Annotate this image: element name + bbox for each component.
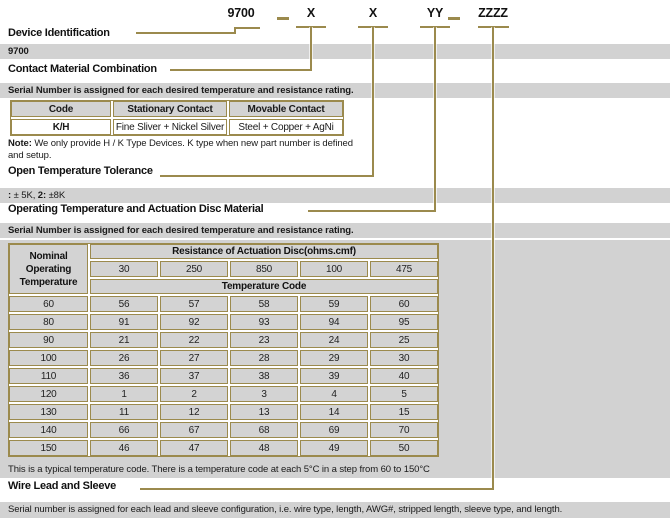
- table-cell: 21: [90, 332, 158, 348]
- column-header: Stationary Contact: [113, 101, 227, 117]
- resistance-header: Resistance of Actuation Disc(ohms.cmf): [90, 244, 438, 259]
- table-cell: 60: [370, 296, 438, 312]
- connector-line-tolerance: [372, 27, 374, 177]
- section-title-device: Device Identification: [8, 27, 110, 39]
- part-code-tolerance: X: [368, 6, 378, 20]
- device-code-bar: 9700: [0, 44, 670, 59]
- table-cell: 1: [90, 386, 158, 402]
- table-cell: 47: [160, 440, 228, 456]
- table-cell: 90: [9, 332, 88, 348]
- table-cell: 11: [90, 404, 158, 420]
- column-header: Code: [11, 101, 111, 117]
- connector-line-temperature: [434, 27, 436, 212]
- table-cell: 94: [300, 314, 368, 330]
- table-cell: 66: [90, 422, 158, 438]
- table-cell: 93: [230, 314, 298, 330]
- connector-line-lead: [492, 27, 494, 490]
- resistance-value: 100: [300, 261, 368, 277]
- table-cell: 68: [230, 422, 298, 438]
- table-cell: 38: [230, 368, 298, 384]
- table-cell: 60: [9, 296, 88, 312]
- table-cell: 15: [370, 404, 438, 420]
- table-cell: 80: [9, 314, 88, 330]
- part-code-temperature: YY: [426, 6, 444, 20]
- table-cell: 58: [230, 296, 298, 312]
- table-cell: 14: [300, 404, 368, 420]
- part-code-lead: ZZZZ: [478, 6, 508, 20]
- contact-serial-bar: Serial Number is assigned for each desired temperature and resistance rating.: [0, 83, 670, 98]
- tolerance-value-1: ± 5K,: [11, 190, 38, 201]
- corner-header: Nominal Operating Temperature: [9, 244, 88, 294]
- section-title-contact: Contact Material Combination: [8, 63, 157, 75]
- section-title-tolerance: Open Temperature Tolerance: [8, 165, 153, 177]
- table-cell-movable: Steel + Copper + AgNi: [229, 119, 343, 135]
- section-title-lead: Wire Lead and Sleeve: [8, 480, 117, 492]
- section-title-operating: Operating Temperature and Actuation Disc Material: [8, 203, 264, 215]
- table-cell: 49: [300, 440, 368, 456]
- table-cell: 3: [230, 386, 298, 402]
- table-cell: 110: [9, 368, 88, 384]
- table-cell: 5: [370, 386, 438, 402]
- table-cell: 70: [370, 422, 438, 438]
- note-label: Note:: [8, 138, 32, 149]
- table-cell: 12: [160, 404, 228, 420]
- table-cell-stationary: Fine Sliver + Nickel Silver: [113, 119, 227, 135]
- table-cell: 92: [160, 314, 228, 330]
- lead-serial-bar: Serial number is assigned for each lead and sleeve configuration, i.e. wire type, length, AWG#, stripped length, sleeve type, and length.: [0, 502, 670, 518]
- table-cell: 25: [370, 332, 438, 348]
- contact-note: [8, 138, 368, 162]
- table-cell: 46: [90, 440, 158, 456]
- table-cell: 56: [90, 296, 158, 312]
- operating-serial-bar: Serial Number is assigned for each desired temperature and resistance rating.: [0, 223, 670, 238]
- temperature-code-header: Temperature Code: [90, 279, 438, 294]
- resistance-value: 475: [370, 261, 438, 277]
- table-cell: 140: [9, 422, 88, 438]
- tolerance-value-2: ±8K: [46, 190, 66, 201]
- table-cell: 40: [370, 368, 438, 384]
- table-cell: 120: [9, 386, 88, 402]
- table-cell: 30: [370, 350, 438, 366]
- table-cell: 36: [90, 368, 158, 384]
- tolerance-code-2: 2:: [37, 190, 47, 201]
- dash-separator-icon: [448, 17, 460, 20]
- connector-line-device: [136, 32, 236, 34]
- table-cell: 48: [230, 440, 298, 456]
- table-cell: 2: [160, 386, 228, 402]
- table-cell: 37: [160, 368, 228, 384]
- table-cell: 24: [300, 332, 368, 348]
- temperature-code-note: This is a typical temperature code. There is a temperature code at each 5°C in a step from 60 to 150°C: [8, 464, 430, 475]
- column-header: Movable Contact: [229, 101, 343, 117]
- resistance-value: 250: [160, 261, 228, 277]
- table-cell: 50: [370, 440, 438, 456]
- tolerance-code-1: :: [8, 190, 12, 201]
- connector-line-contact-h: [170, 69, 312, 71]
- table-cell: 26: [90, 350, 158, 366]
- resistance-value: 30: [90, 261, 158, 277]
- table-cell: 4: [300, 386, 368, 402]
- table-cell: 23: [230, 332, 298, 348]
- part-code-device: 9700: [227, 6, 255, 20]
- table-cell-code: K/H: [11, 119, 111, 135]
- table-cell: 69: [300, 422, 368, 438]
- resistance-value: 850: [230, 261, 298, 277]
- table-cell: 13: [230, 404, 298, 420]
- part-code-contact: X: [306, 6, 316, 20]
- dash-separator-icon: [277, 17, 289, 20]
- table-cell: 57: [160, 296, 228, 312]
- table-cell: 91: [90, 314, 158, 330]
- table-cell: 100: [9, 350, 88, 366]
- connector-line-operating-h: [308, 210, 436, 212]
- table-cell: 95: [370, 314, 438, 330]
- contact-material-table: [10, 100, 344, 136]
- table-cell: 29: [300, 350, 368, 366]
- table-cell: 67: [160, 422, 228, 438]
- table-cell: 130: [9, 404, 88, 420]
- tolerance-codes-bar: [0, 188, 670, 203]
- table-cell: 28: [230, 350, 298, 366]
- temperature-code-table: [8, 243, 439, 457]
- table-cell: 59: [300, 296, 368, 312]
- table-cell: 150: [9, 440, 88, 456]
- device-code-underline: [234, 27, 260, 29]
- table-cell: 27: [160, 350, 228, 366]
- connector-line-lead-h: [140, 488, 494, 490]
- table-cell: 22: [160, 332, 228, 348]
- connector-line-contact: [310, 27, 312, 71]
- table-cell: 39: [300, 368, 368, 384]
- connector-line-tolerance-h: [160, 175, 374, 177]
- note-text: We only provide H / K Type Devices. K type when new part number is defined and setup.: [8, 138, 353, 161]
